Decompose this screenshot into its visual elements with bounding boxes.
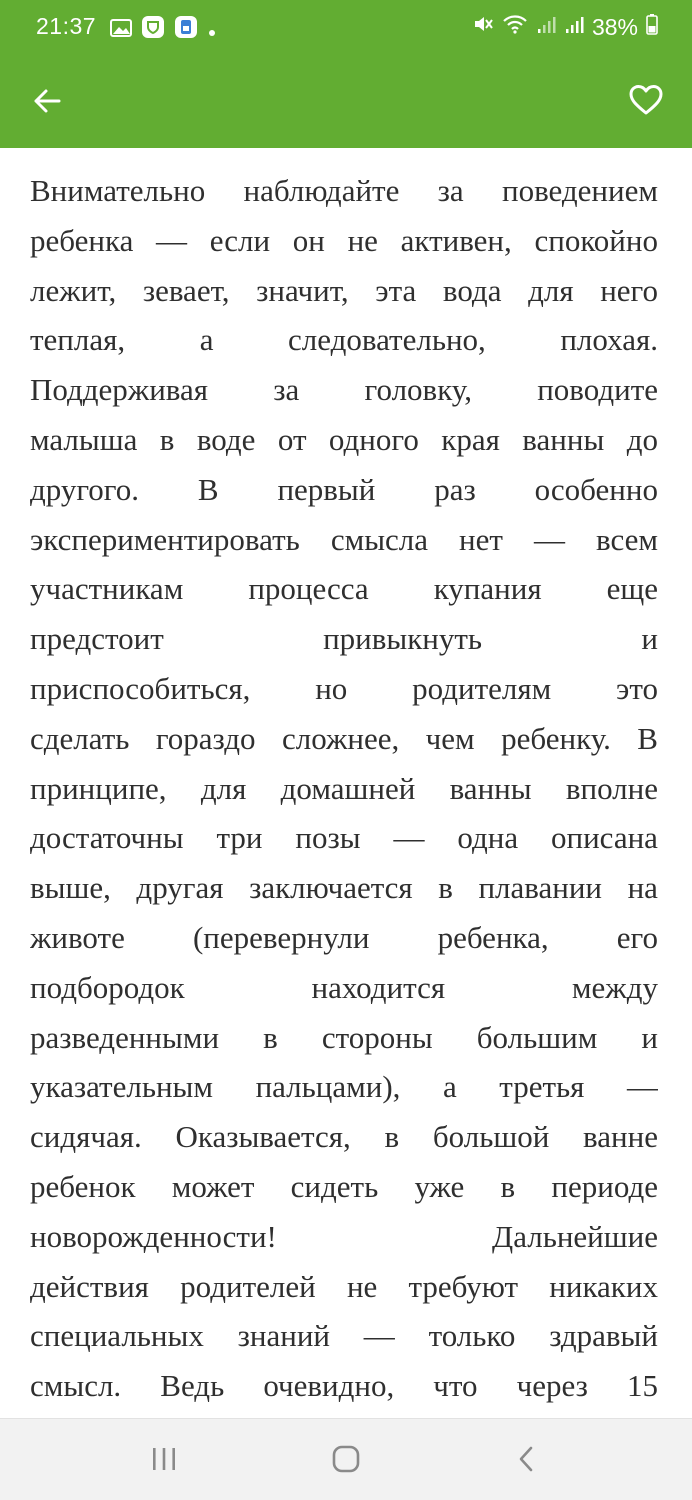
home-button[interactable] xyxy=(326,1441,366,1481)
mute-icon xyxy=(472,13,494,41)
notification-dot-icon xyxy=(207,17,217,44)
nav-back-button[interactable] xyxy=(506,1441,546,1481)
heart-outline-icon xyxy=(628,84,664,121)
home-icon xyxy=(330,1443,362,1480)
article-line: новорожденности! Дальнейшие xyxy=(30,1218,658,1254)
article-line: ребенок может сидеть уже в периоде xyxy=(30,1168,658,1204)
gallery-icon xyxy=(110,17,132,44)
article-line: приспособиться, но родителям это xyxy=(30,670,658,706)
article-line: другого. В первый раз особенно xyxy=(30,471,658,507)
app-bar xyxy=(0,56,692,148)
article-line: предстоит привыкнуть и xyxy=(30,621,658,657)
status-notification-icons xyxy=(110,15,217,45)
article-line: принципе, для домашней ванны вполне xyxy=(30,770,658,806)
article-line: подбородок находится между xyxy=(30,969,658,1005)
system-nav-bar xyxy=(0,1418,692,1500)
article-line: специальных знаний — только здравый xyxy=(30,1318,658,1354)
article-line: лежит, зевает, значит, эта вода для него xyxy=(30,272,658,308)
battery-icon xyxy=(646,13,658,41)
sim-app-icon xyxy=(174,15,198,45)
article-line: малыша в воде от одного края ванны до xyxy=(30,421,658,457)
article-text xyxy=(30,166,658,1416)
article-line: разведенными в стороны большим и xyxy=(30,1019,658,1055)
recent-apps-button[interactable] xyxy=(144,1441,184,1481)
article-line: сделать гораздо сложнее, чем ребенку. В xyxy=(30,720,658,756)
signal-icon xyxy=(536,14,556,41)
article-line: Поддерживая за головку, поводите xyxy=(30,372,658,408)
article-line: животе (перевернули ребенка, его xyxy=(30,919,658,955)
article-line: теплая, а следовательно, плохая. xyxy=(30,322,658,358)
status-time: 21:37 xyxy=(36,13,97,39)
arrow-left-icon xyxy=(32,86,62,121)
back-button[interactable] xyxy=(26,82,68,124)
article-line: действия родителей не требуют никаких xyxy=(30,1268,658,1304)
status-system-icons xyxy=(472,13,658,41)
shield-app-icon xyxy=(141,15,165,45)
article-line: экспериментировать смысла нет — всем xyxy=(30,521,658,557)
recent-apps-icon xyxy=(149,1445,179,1478)
article-line: достаточны три позы — одна описана xyxy=(30,820,658,856)
nav-back-icon xyxy=(512,1444,540,1479)
status-bar xyxy=(0,0,692,56)
article-line: сидячая. Оказывается, в большой ванне xyxy=(30,1119,658,1155)
favorite-button[interactable] xyxy=(624,80,668,124)
article-line: смысл. Ведь очевидно, что через 15 xyxy=(30,1368,658,1404)
article-line: выше, другая заключается в плавании на xyxy=(30,870,658,906)
article-line: Внимательно наблюдайте за поведением xyxy=(30,173,658,208)
wifi-icon xyxy=(502,13,528,41)
signal-icon xyxy=(564,14,584,41)
article-line: указательным пальцами), а третья — xyxy=(30,1069,658,1105)
article-line: участникам процесса купания еще xyxy=(30,571,658,607)
article-line: ребенка — если он не активен, спокойно xyxy=(30,222,658,258)
battery-percent: 38% xyxy=(591,13,638,40)
